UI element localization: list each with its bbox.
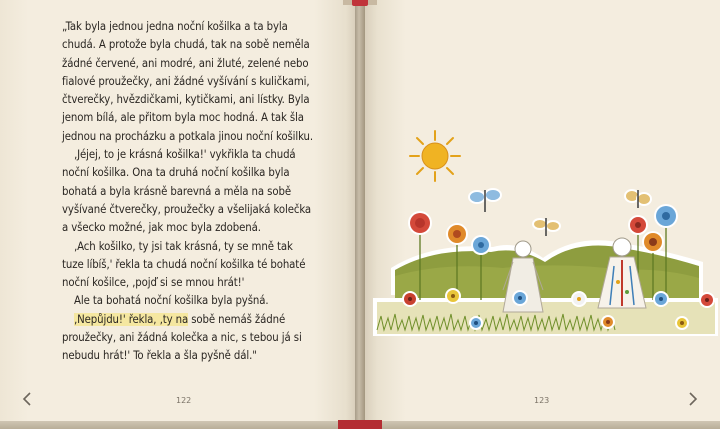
text-line: fialové proužečky, ani žádné vyšívání s kuličkami, bbox=[62, 74, 310, 88]
butterfly-icon bbox=[469, 189, 501, 212]
text-line: noční košilka. Ona ta druhá noční košilka byla bbox=[62, 166, 290, 180]
flower-icon bbox=[512, 290, 528, 306]
text-line: nebudu hrát!' To řekla a šla pyšně dál." bbox=[62, 349, 257, 363]
book-spine bbox=[355, 0, 365, 429]
story-text bbox=[62, 18, 342, 366]
text-line: „Tak byla jednou jedna noční košilka a ta byla bbox=[62, 20, 288, 33]
previous-page-button[interactable] bbox=[18, 388, 36, 410]
flower-icon bbox=[642, 231, 664, 253]
text-line-rest: sobě nemáš žádné bbox=[188, 312, 286, 326]
flower-icon bbox=[402, 291, 418, 307]
text-line: jenom bílá, ale přitom byla moc hodná. A tak šla bbox=[62, 111, 304, 125]
text-line: ‚Ach košilko, ty jsi tak krásná, ty se mně tak bbox=[74, 239, 293, 253]
flower-icon bbox=[628, 215, 648, 235]
text-highlight[interactable]: ‚Nepůjdu!' řekla, ‚ty na bbox=[74, 312, 189, 326]
flower-icon bbox=[654, 204, 678, 228]
chevron-left-icon bbox=[22, 391, 32, 407]
butterfly-icon bbox=[625, 190, 651, 208]
bookmark-ribbon[interactable] bbox=[352, 0, 368, 6]
next-page-button[interactable] bbox=[684, 388, 702, 410]
text-line: tuze líbíš,' řekla ta chudá noční košilka té bohaté bbox=[62, 257, 306, 271]
flower-icon bbox=[571, 291, 587, 307]
text-line: Ale ta bohatá noční košilka byla pyšná. bbox=[74, 294, 269, 308]
chevron-right-icon bbox=[688, 391, 698, 407]
text-line: chudá. A protože byla chudá, tak na sobě neměla bbox=[62, 38, 310, 52]
meadow-illustration bbox=[363, 0, 720, 421]
bookmark-ribbon-end[interactable] bbox=[338, 420, 382, 429]
text-line: proužečky, ani žádná kolečka a nic, s tebou já si bbox=[62, 331, 302, 345]
flower-icon bbox=[469, 316, 483, 330]
flower-icon bbox=[675, 316, 689, 330]
butterfly-icon bbox=[533, 218, 560, 236]
text-line-highlighted bbox=[62, 311, 342, 329]
flower-icon bbox=[601, 315, 615, 329]
text-line: ‚Jéjej, to je krásná košilka!' vykřikla ta chudá bbox=[74, 148, 296, 162]
flower-icon bbox=[408, 211, 432, 235]
text-line: čtverečky, hvězdičkami, kytičkami, ani lístky. Byla bbox=[62, 93, 310, 107]
flower-icon bbox=[445, 288, 461, 304]
text-line: žádné červené, ani modré, ani žluté, zelené nebo bbox=[62, 56, 309, 70]
page-number-right: 123 bbox=[534, 396, 550, 405]
text-line: a všecko možné, jak moc byla zdobená. bbox=[62, 221, 261, 235]
text-line: jednou na procházku a potkala jinou noční košilku. bbox=[62, 129, 314, 143]
flower-icon bbox=[699, 292, 715, 308]
text-line: vyšívané čtverečky, proužečky a všelijaká kolečka bbox=[62, 202, 312, 216]
sun-icon bbox=[410, 131, 460, 181]
flower-icon bbox=[446, 223, 468, 245]
flower-icon bbox=[653, 291, 669, 307]
left-page bbox=[0, 0, 357, 421]
flower-icon bbox=[471, 235, 491, 255]
page-number-left: 122 bbox=[176, 396, 192, 405]
text-line: bohatá a byla krásně barevná a měla na sobě bbox=[62, 184, 291, 198]
text-line: noční košilce, ‚pojď si se mnou hrát!' bbox=[62, 276, 245, 290]
